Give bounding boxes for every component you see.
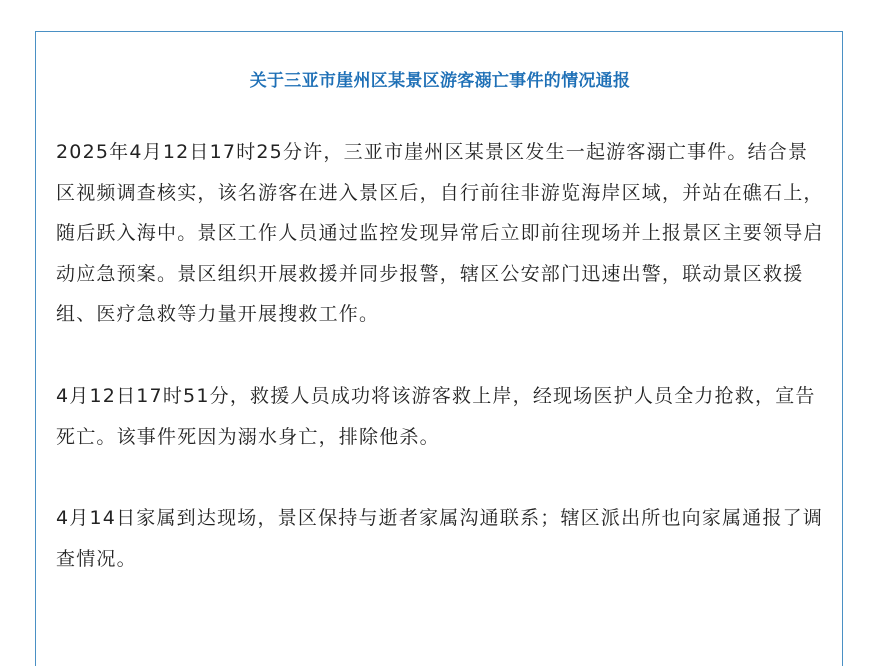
- notice-paragraph-1: 2025年4月12日17时25分许，三亚市崖州区某景区发生一起游客溺亡事件。结合景区视频调查核实，该名游客在进入景区后，自行前往非游览海岸区域，并站在礁石上，随后跃入海中。景区工作人员通过监控发现异常后立即前往现场并上报景区主要领导启动应急预案。景区组织开展救援并同步报警，辖区公安部门迅速出警，联动景区救援组、医疗急救等力量开展搜救工作。: [56, 141, 824, 325]
- notice-frame: [35, 31, 843, 666]
- notice-paragraph-3: 4月14日家属到达现场，景区保持与逝者家属沟通联系；辖区派出所也向家属通报了调查情况。: [56, 507, 824, 570]
- notice-paragraph-2: 4月12日17时51分，救援人员成功将该游客救上岸，经现场医护人员全力抢救，宣告死亡。该事件死因为溺水身亡，排除他杀。: [56, 385, 816, 448]
- notice-title: 关于三亚市崖州区某景区游客溺亡事件的情况通报: [249, 71, 631, 91]
